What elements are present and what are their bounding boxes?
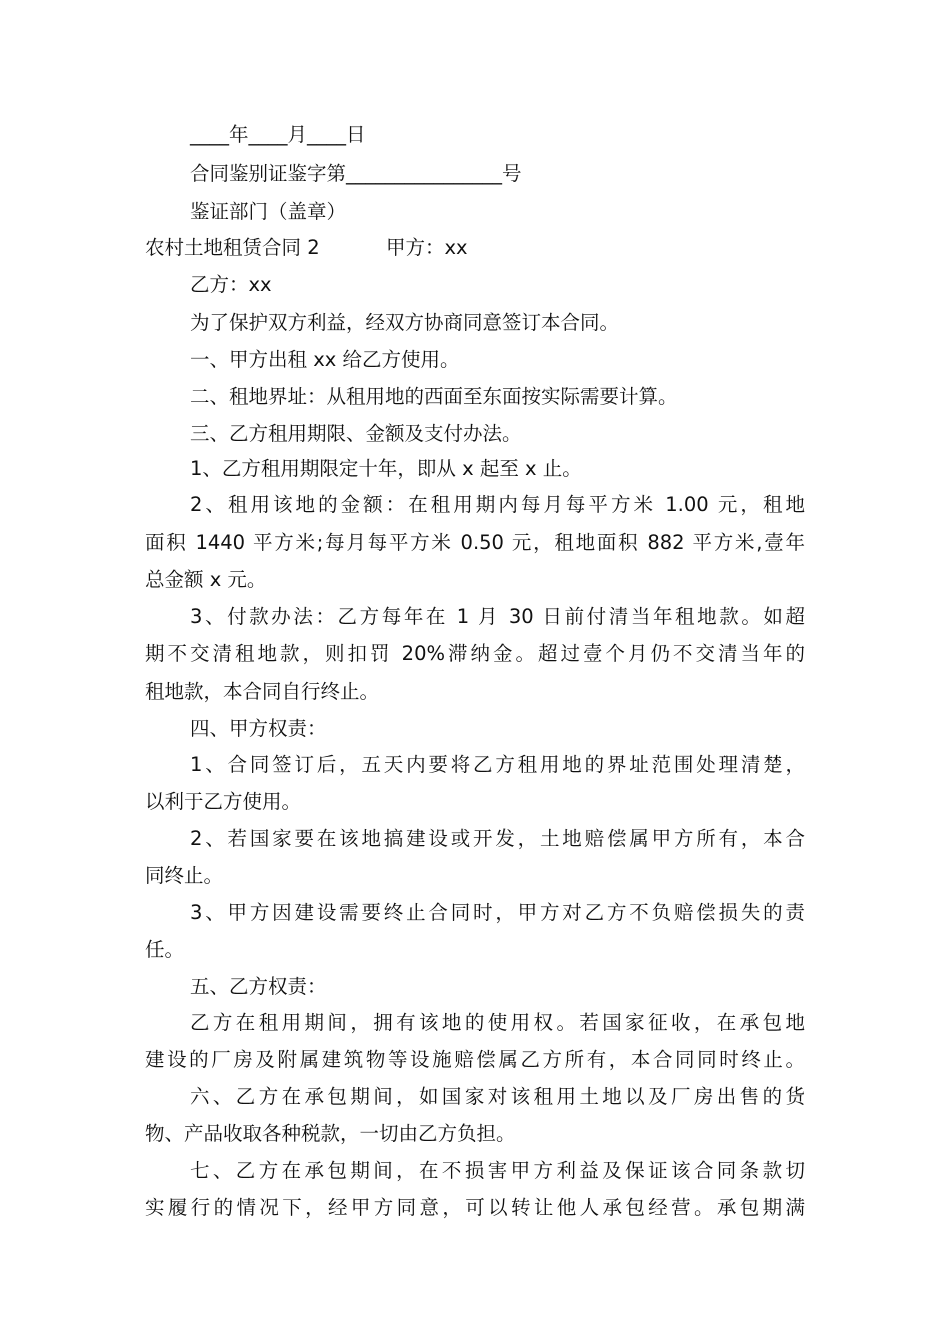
party-a: 甲方：xx [386, 236, 468, 259]
clause-4-item-1-line-1: 1、合同签订后，五天内要将乙方租用地的界址范围处理清楚， [190, 753, 805, 776]
clause-4: 四、甲方权责： [190, 717, 327, 740]
clause-7-line-1: 七、乙方在承包期间，在不损害甲方利益及保证该合同条款切 [190, 1159, 805, 1182]
clause-3-item-1: 1、乙方租用期限定十年，即从 x 起至 x 止。 [190, 457, 582, 480]
clause-4-item-3-line-2: 任。 [145, 938, 185, 961]
clause-1: 一、甲方出租 xx 给乙方使用。 [190, 348, 460, 371]
clause-3: 三、乙方租用期限、金额及支付办法。 [190, 422, 522, 445]
clause-5-line-1: 乙方在租用期间，拥有该地的使用权。若国家征收，在承包地 [190, 1011, 805, 1034]
clause-3-item-2-line-2: 面积 1440 平方米;每月每平方米 0.50 元，租地面积 882 平方米,壹年 [145, 531, 805, 554]
clause-6-line-1: 六、乙方在承包期间，如国家对该租用土地以及厂房出售的货 [190, 1085, 805, 1108]
clause-3-item-3-line-1: 3、付款办法：乙方每年在 1 月 30 日前付清当年租地款。如超 [190, 605, 805, 628]
clause-3-item-2-line-1: 2、租用该地的金额：在租用期内每月每平方米 1.00 元，租地 [190, 493, 805, 516]
clause-4-item-2-line-1: 2、若国家要在该地搞建设或开发，土地赔偿属甲方所有，本合 [190, 827, 805, 850]
clause-4-item-2-line-2: 同终止。 [145, 864, 224, 887]
contract-title: 农村土地租赁合同 2 [145, 236, 320, 259]
date-line: ____年____月____日 [190, 123, 366, 146]
clause-4-item-1-line-2: 以利于乙方使用。 [145, 790, 302, 813]
clause-3-item-2-line-3: 总金额 x 元。 [145, 568, 267, 591]
clause-7-line-2: 实履行的情况下，经甲方同意，可以转让他人承包经营。承包期满 [145, 1196, 805, 1219]
preamble: 为了保护双方利益，经双方协商同意签订本合同。 [190, 311, 620, 334]
verification-number: 合同鉴别证鉴字第________________号 [190, 162, 522, 185]
clause-3-item-3-line-2: 期不交清租地款，则扣罚 20%滞纳金。超过壹个月仍不交清当年的 [145, 642, 805, 665]
party-b: 乙方：xx [190, 273, 272, 296]
clause-5: 五、乙方权责： [190, 975, 327, 998]
clause-2: 二、租地界址：从租用地的西面至东面按实际需要计算。 [190, 385, 678, 408]
verification-department: 鉴证部门（盖章） [190, 200, 347, 223]
clause-5-line-2: 建设的厂房及附属建筑物等设施赔偿属乙方所有，本合同同时终止。 [145, 1048, 805, 1071]
clause-4-item-3-line-1: 3、甲方因建设需要终止合同时，甲方对乙方不负赔偿损失的责 [190, 901, 805, 924]
clause-6-line-2: 物、产品收取各种税款，一切由乙方负担。 [145, 1122, 516, 1145]
clause-3-item-3-line-3: 租地款，本合同自行终止。 [145, 680, 380, 703]
